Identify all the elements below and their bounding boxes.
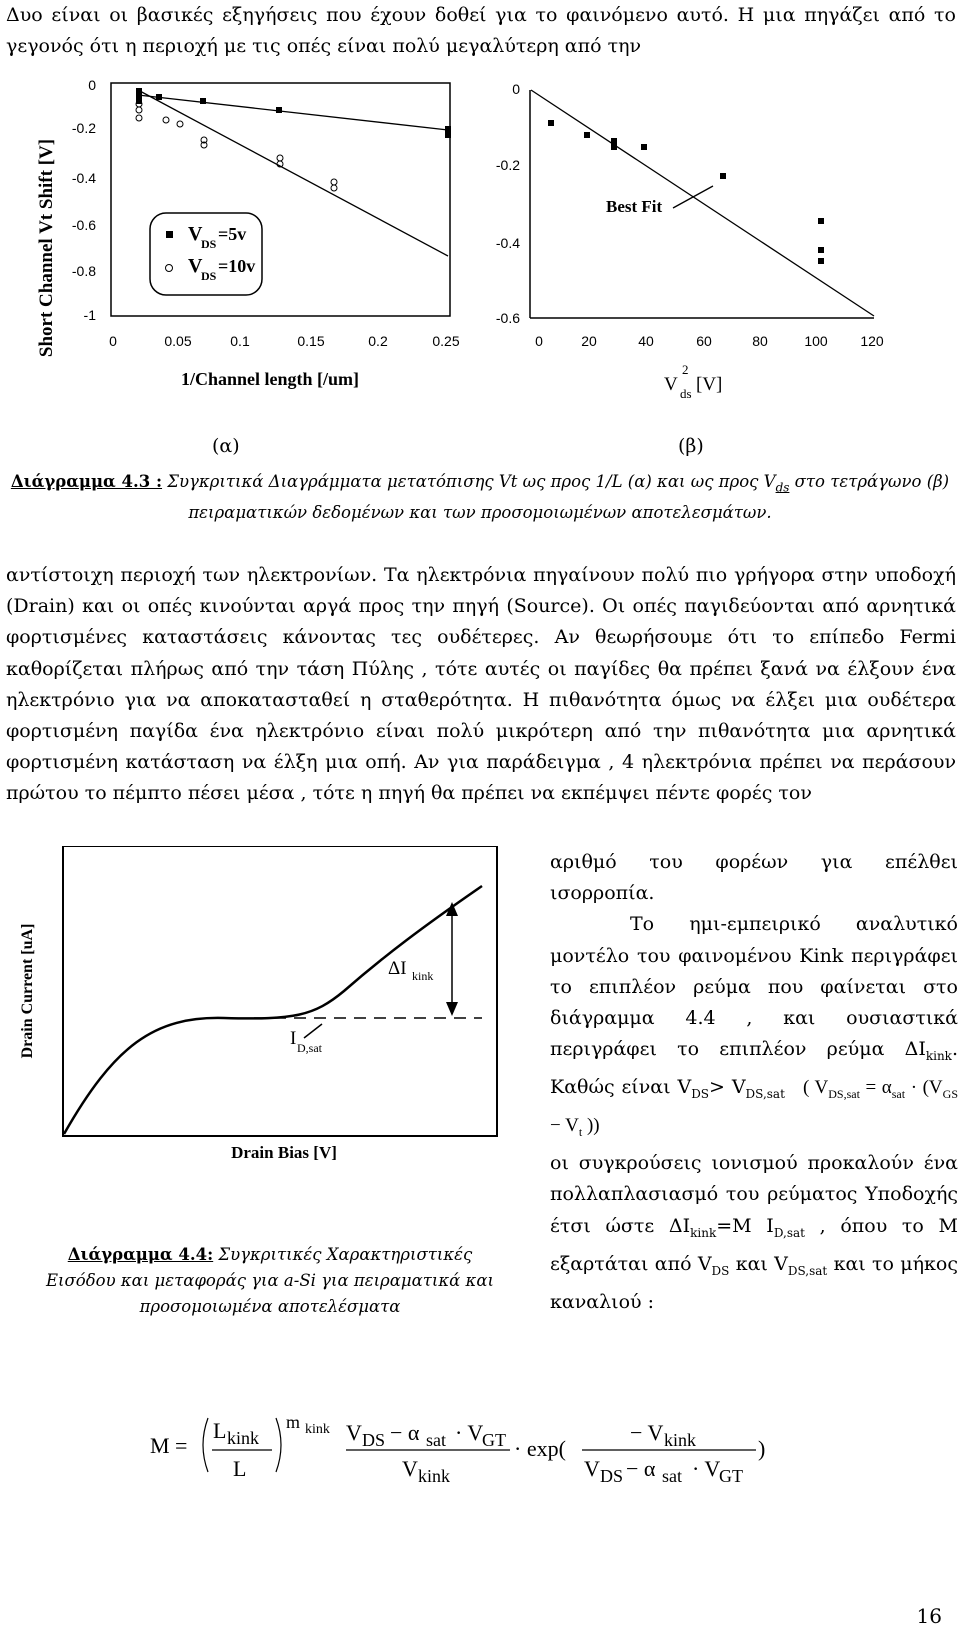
svg-text:0: 0 [109,333,117,349]
equation-m [150,1400,850,1490]
side-para-3: οι συγκρούσεις ιονισμού προκαλούν ένα πολλαπλασιασμό του ρεύματος Υποδοχής έτσι ώστε $\Delta I_{kink}=M$ $I_{D,sat}$ , όπου το M εξαρτάται από $V_{DS}$ και $V_{DS,sat}$ και το μήκος καναλιού : [550,1152,958,1313]
svg-text:=5v: =5v [218,224,247,244]
svg-text:GT: GT [482,1430,506,1450]
svg-text:− α: − α [626,1456,656,1481]
svg-text:DS: DS [201,269,217,283]
label-a: (α) [212,435,240,457]
svg-text:sat: sat [426,1430,446,1450]
chart-b-fit-line [531,90,874,316]
svg-text:V: V [188,255,203,277]
svg-text:2: 2 [682,362,689,377]
chart-a-fit-vds5 [138,95,448,130]
svg-text:DS: DS [362,1430,386,1450]
svg-text:L: L [213,1418,227,1443]
chart-c-xlabel: Drain Bias [V] [231,1143,337,1162]
chart-a-legend [150,213,262,295]
svg-text:0: 0 [88,77,96,93]
svg-text:V: V [584,1456,600,1481]
caption-4-4: Διάγραμμα 4.4: Συγκριτικές Χαρακτηριστικές Εισόδου και μεταφοράς για a-Si για πειραματικά και προσομοιωμένα αποτελέσματα [46,1245,494,1316]
svg-text:D,sat: D,sat [297,1041,322,1055]
svg-text:kink: kink [664,1430,697,1450]
svg-text:-0.2: -0.2 [71,120,96,136]
svg-text:− V: − V [630,1420,664,1445]
chart-c-ylabel: Drain Current [uA] [19,923,36,1059]
svg-text:40: 40 [638,333,654,349]
svg-text:-1: -1 [83,307,96,323]
paragraph-main: αντίστοιχη περιοχή των ηλεκτρονίων. Τα ηλεκτρόνια πηγαίνουν πολύ πιο γρήγορα στην υποδοχή (Drain) και οι οπές κινούνται αργά προς την πηγή (Source). Οι οπές παγιδεύονται από αρνητικά φορτισμένες καταστάσεις κάνοντας τες ουδέτερες. Αν θεωρήσουμε ότι το επίπεδο Fermi καθορίζεται πλήρως από την τάση Πύλης , τότε αυτές οι παγίδες θα πρέπει ξανά να έλξουν ένα ηλεκτρόνιο για να αποκατασταθεί η σταθερότητα. Η πιθανότητα όμως να έλξει μια ουδέτερα φορτισμένη παγίδα ένα ηλεκτρόνιο είναι πολύ μικρότερη από την πιθανότητα μια αρνητικά φορτισμένη κατάσταση να έλξη μια οπή. Αν για παράδειγμα , 4 ηλεκτρόνια πρέπει να περάσουν πρώτου το πέμπτο πέσει μέσα , τότε η πηγή θα πρέπει να εκπέμψει πέντε φορές τον [6,564,956,805]
svg-text:− α: − α [390,1420,420,1445]
svg-text:-0.8: -0.8 [71,263,96,279]
chart-a [36,77,460,389]
svg-text:120: 120 [860,333,884,349]
svg-text:V: V [664,374,678,395]
svg-text:· V: · V [692,1456,721,1481]
svg-text:sat: sat [662,1466,682,1486]
page-number: 16 [916,1604,942,1628]
chart-c-delta-label: ΔI [388,958,407,979]
svg-text:-0.6: -0.6 [71,217,96,233]
svg-text:-0.4: -0.4 [71,170,96,186]
caption-4-4-head: Διάγραμμα 4.4: [67,1245,214,1264]
caption-4-3: Διάγραμμα 4.3 : Συγκριτικά Διαγράμματα μετατόπισης Vt ως προς 1/L (α) και ως προς $V_{ds}$ στο τετράγωνο (β) πειραματικών δεδομένων και των προσομοιωμένων αποτελεσμάτων. [10,472,950,523]
svg-text:20: 20 [581,333,597,349]
svg-text:kink: kink [412,969,434,983]
svg-text:[V]: [V] [696,374,723,395]
paragraph-intro: Δυο είναι οι βασικές εξηγήσεις που έχουν δοθεί για το φαινόμενο αυτό. Η μια πηγάζει από το γεγονός ότι η περιοχή με τις οπές είναι πολύ μεγαλύτερη από την [6,4,956,58]
chart-b-annotation: Best Fit [606,197,663,216]
chart-c-frame [63,846,497,1136]
chart-a-xlabel: 1/Channel length [/um] [180,369,360,389]
side-column [550,847,958,1318]
svg-text:GT: GT [719,1466,743,1486]
svg-text:kink: kink [418,1466,451,1486]
svg-text:V: V [402,1456,418,1481]
svg-text:0: 0 [535,333,543,349]
svg-text:kink: kink [305,1422,330,1437]
chart-b-yticks [496,81,520,326]
svg-text:0.1: 0.1 [230,333,250,349]
svg-text:V: V [188,223,203,245]
svg-text:V: V [346,1420,362,1445]
side-para-2: Το ημι-εμπειρικό αναλυτικό μοντέλο του φαινομένου Kink περιγράφει το επιπλέον ρεύμα που φαίνεται στο διάγραμμα 4.4 , και ουσιαστικά περιγράφει το επιπλέον ρεύμα $\Delta I_{kink}$. Καθώς είναι $V_{DS}> V_{DS,sat}$ ( $V_{DS,sat} = \alpha_{sat} \cdot (V_{GS} - V_t$ )) [550,913,958,1140]
vdssat-formula: ( $V_{DS,sat} = \alpha_{sat} \cdot (V_{GS} - V_t$ )) [550,1077,958,1140]
figure-4-4 [4,846,512,1221]
svg-text:m: m [286,1412,301,1432]
side-para-1: αριθμό του φορέων για επέλθει ισορροπία. [550,851,958,905]
svg-text:M =: M = [150,1433,188,1458]
svg-text:-0.6: -0.6 [495,310,520,326]
caption-4-3-head: Διάγραμμα 4.3 : [10,472,163,491]
chart-b [496,81,884,401]
chart-b-xticks [535,333,884,349]
chart-a-yticks [72,77,96,323]
svg-text:0.2: 0.2 [368,333,388,349]
svg-text:-0.2: -0.2 [495,157,520,173]
svg-text:=10v: =10v [218,256,256,276]
svg-text:0.15: 0.15 [297,333,325,349]
svg-text:80: 80 [752,333,768,349]
svg-text:· V: · V [455,1420,484,1445]
svg-text:DS: DS [201,237,217,251]
chart-c-idsat-label: I [290,1028,297,1049]
chart-a-xticks [109,333,460,349]
chart-c-curve [64,886,482,1134]
chart-a-ylabel: Short Channel Vt Shift [V] [36,138,57,358]
chart-b-xlabel [664,362,722,401]
svg-text:ds: ds [680,386,692,401]
svg-text:60: 60 [696,333,712,349]
svg-text:-0.4: -0.4 [495,235,520,251]
svg-text:100: 100 [804,333,828,349]
svg-text:0: 0 [512,81,520,97]
figure-4-3 [8,68,956,440]
svg-text:L: L [233,1456,247,1481]
svg-text:): ) [758,1436,766,1461]
svg-text:DS: DS [600,1466,624,1486]
svg-text:0.05: 0.05 [164,333,192,349]
svg-text:· exp(: · exp( [514,1436,566,1461]
label-b: (β) [678,435,704,457]
svg-text:kink: kink [227,1428,260,1448]
svg-text:0.25: 0.25 [432,333,460,349]
